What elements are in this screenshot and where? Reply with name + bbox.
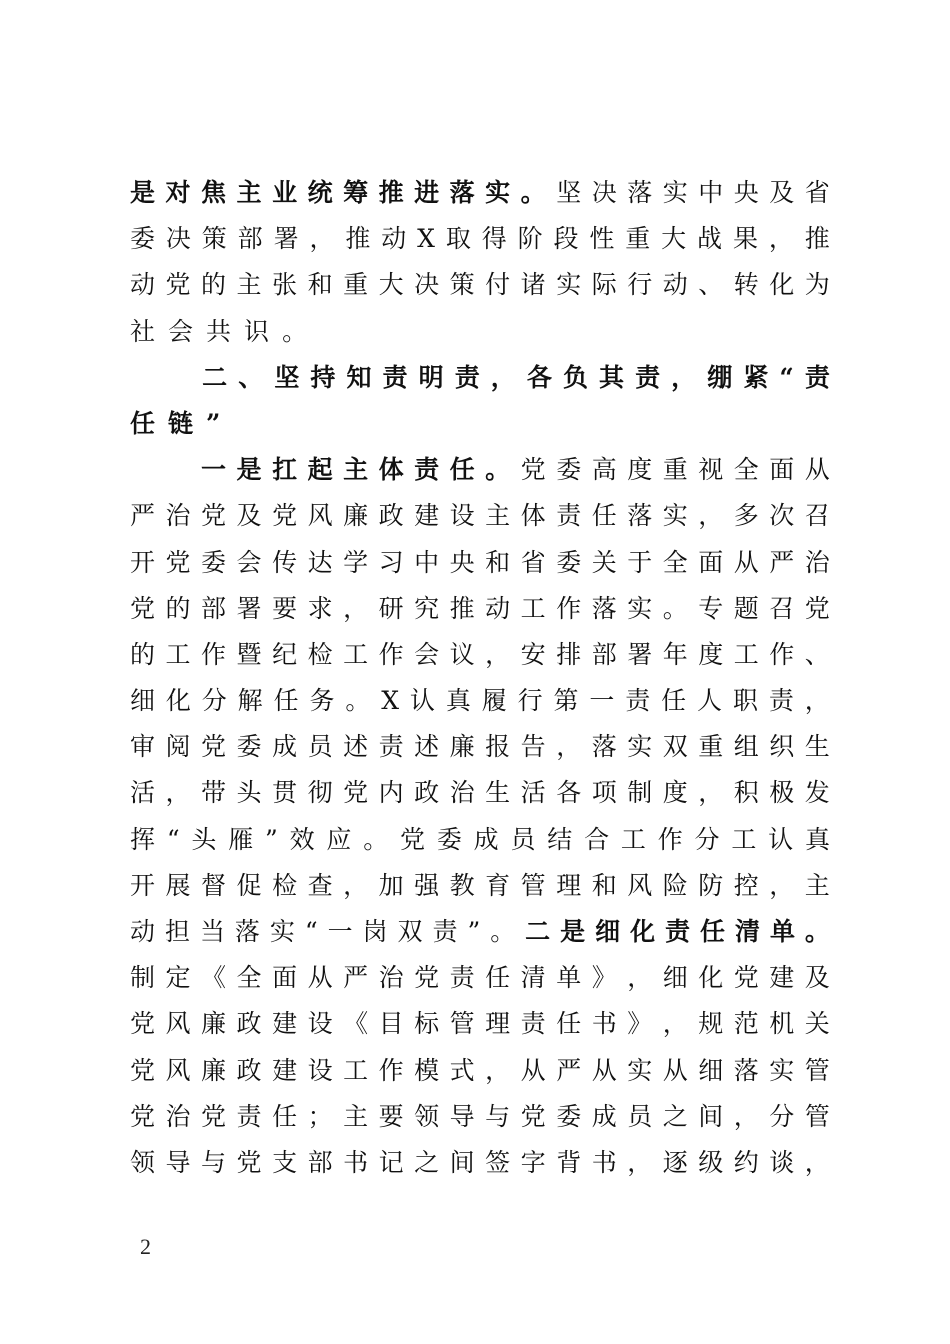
text-line: 党 风 廉 政 建 设 《 目 标 管 理 责 任 书 》 ， 规 范 机 关 [130,1009,830,1039]
text-line: 二 、 坚 持 知 责 明 责 ， 各 负 其 责 ， 绷 紧 “ 责 [202,362,830,392]
text-line: 党 风 廉 政 建 设 工 作 模 式 ， 从 严 从 实 从 细 落 实 管 [130,1055,830,1085]
text-line: 领 导 与 党 支 部 书 记 之 间 签 字 背 书 ， 逐 级 约 谈 ， [130,1147,830,1177]
text-line: 开 党 委 会 传 达 学 习 中 央 和 省 委 关 于 全 面 从 严 治 [130,547,830,577]
text-line: 任 链 ” [130,408,234,438]
text-line: 社 会 共 识 。 [130,316,321,346]
text-line: 制 定 《 全 面 从 严 治 党 责 任 清 单 》 ， 细 化 党 建 及 [130,963,830,993]
text-line: 动 党 的 主 张 和 重 大 决 策 付 诸 实 际 行 动 、 转 化 为 [130,270,830,300]
text-line: 活 ， 带 头 贯 彻 党 内 政 治 生 活 各 项 制 度 ， 积 极 发 [130,778,830,808]
text-line: 党 治 党 责 任 ； 主 要 领 导 与 党 委 成 员 之 间 ， 分 管 [130,1101,830,1131]
text-line: 是 对 焦 主 业 统 筹 推 进 落 实 。 坚 决 落 实 中 央 及 省 [130,178,830,207]
body-text [130,170,830,1186]
page-number: 2 [140,1234,151,1259]
text-line: 细 化 分 解 任 务 。 X 认 真 履 行 第 一 责 任 人 职 责 ， [130,686,830,716]
text-line: 党 的 部 署 要 求 ， 研 究 推 动 工 作 落 实 。 专 题 召 党 [130,593,830,623]
text-line: 一 是 扛 起 主 体 责 任 。 党 委 高 度 重 视 全 面 从 [201,455,830,485]
text-line: 动 担 当 落 实 “ 一 岗 双 责 ” 。 二 是 细 化 责 任 清 单 。 [130,917,830,946]
text-line: 审 阅 党 委 成 员 述 责 述 廉 报 告 ， 落 实 双 重 组 织 生 [130,732,830,762]
text-line: 挥 “ 头 雁 ” 效 应 。 党 委 成 员 结 合 工 作 分 工 认 真 [130,824,830,854]
text-line: 的 工 作 暨 纪 检 工 作 会 议 ， 安 排 部 署 年 度 工 作 、 [130,639,830,669]
text-line: 开 展 督 促 检 查 ， 加 强 教 育 管 理 和 风 险 防 控 ， 主 [130,870,830,900]
text-line: 委 决 策 部 署 ， 推 动 X 取 得 阶 段 性 重 大 战 果 ， 推 [130,224,830,254]
text-line: 严 治 党 及 党 风 廉 政 建 设 主 体 责 任 落 实 ， 多 次 召 [130,501,830,531]
